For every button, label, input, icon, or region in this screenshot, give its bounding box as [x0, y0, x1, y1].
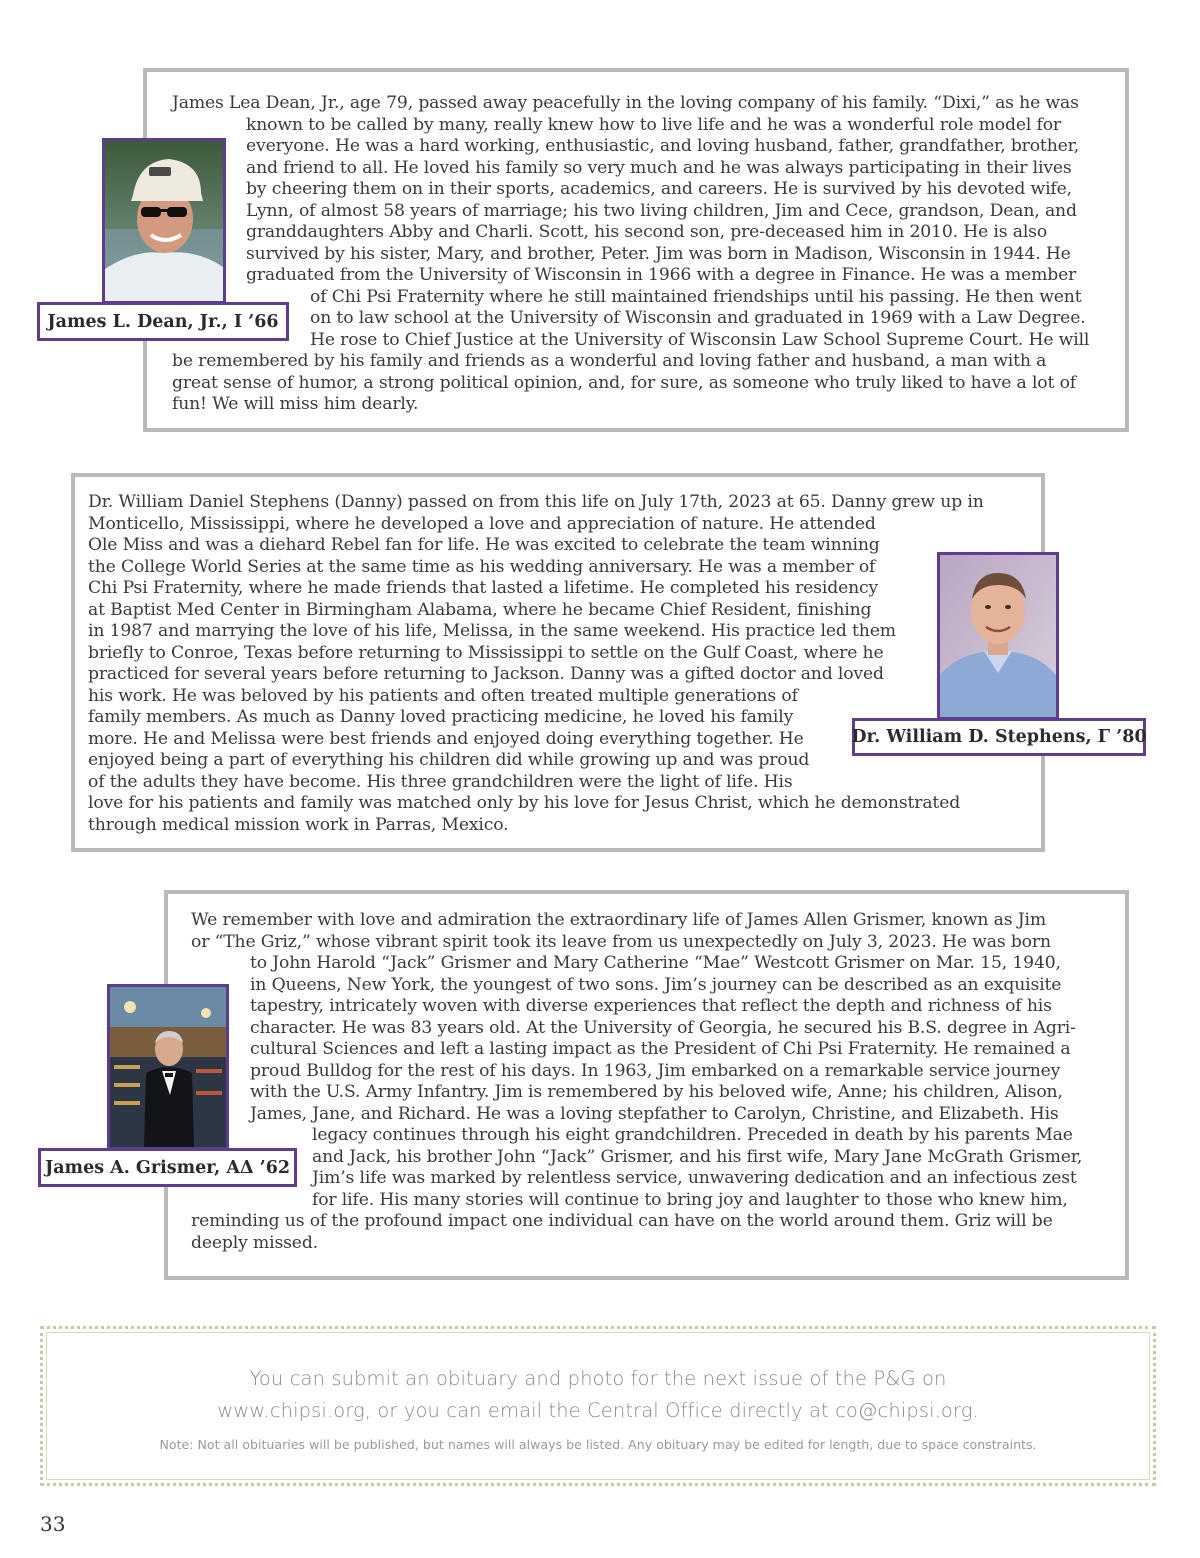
- obit-line: granddaughters Abby and Charli. Scott, his second son, pre-deceased him in 2010. He is also: [246, 222, 1048, 242]
- obit-line: legacy continues through his eight grandchildren. Preceded in death by his parents Mae: [312, 1125, 1073, 1145]
- portrait-man-white-cap-sunglasses-icon: [105, 141, 223, 301]
- obit-line: We remember with love and admiration the extraordinary life of James Allen Grismer, known as Jim: [191, 910, 1046, 930]
- obit-line: with the U.S. Army Infantry. Jim is remembered by his beloved wife, Anne; his children, Alison,: [250, 1082, 1063, 1102]
- name-label-text: Dr. William D. Stephens, Γ ’80: [851, 727, 1147, 747]
- obit-line: fun! We will miss him dearly.: [172, 394, 419, 414]
- name-label-text: James L. Dean, Jr., I ’66: [47, 311, 279, 332]
- notice-note: Note: Not all obituaries will be published, but names will always be listed. Any obituary may be edited for length, due to space constraints.: [159, 1437, 1037, 1452]
- obit-line: through medical mission work in Parras, Mexico.: [88, 814, 509, 835]
- obit-line: character. He was 83 years old. At the University of Georgia, he secured his B.S. degree in Agri-: [250, 1017, 1076, 1038]
- obit-line: love for his patients and family was matched only by his love for Jesus Christ, which he demonstrated: [88, 793, 961, 813]
- name-label-stephens: [852, 718, 1146, 756]
- obit-line: known to be called by many, really knew how to live life and he was a wonderful role model for: [246, 114, 1062, 135]
- portrait-photo-dean: [102, 138, 226, 304]
- obit-line: family members. As much as Danny loved practicing medicine, he loved his family: [88, 707, 794, 727]
- obit-line: Monticello, Mississippi, where he developed a love and appreciation of nature. He attended: [88, 513, 876, 534]
- obit-line: briefly to Conroe, Texas before returning to Mississippi to settle on the Gulf Coast, where he: [88, 642, 884, 663]
- obit-line: James, Jane, and Richard. He was a loving stepfather to Carolyn, Christine, and Elizabeth. His: [250, 1103, 1059, 1124]
- obit-line: or “The Griz,” whose vibrant spirit took its leave from us unexpectedly on July 3, 2023. He was born: [191, 931, 1051, 952]
- obit-line: and Jack, his brother John “Jack” Grismer, and his first wife, Mary Jane McGrath Grismer,: [312, 1146, 1083, 1167]
- portrait-man-tuxedo-cruise-ship-icon: [110, 987, 226, 1147]
- portrait-photo-stephens: [937, 552, 1059, 720]
- obit-line: in Queens, New York, the youngest of two sons. Jim’s journey can be described as an exquisite: [250, 974, 1062, 995]
- obit-line: graduated from the University of Wisconsin in 1966 with a degree in Finance. He was a member: [246, 265, 1077, 285]
- obit-line: of the adults they have become. His three grandchildren were the light of life. His: [88, 771, 793, 792]
- notice-line-2: www.chipsi.org, or you can email the Central Office directly at co@chipsi.org.: [217, 1399, 979, 1422]
- obit-line: cultural Sciences and left a lasting impact as the President of Chi Psi Fraternity. He remained a: [250, 1039, 1071, 1059]
- obit-line: be remembered by his family and friends as a wonderful and loving father and husband, a man with a: [172, 351, 1047, 371]
- obit-line: at Baptist Med Center in Birmingham Alabama, where he became Chief Resident, finishing: [88, 599, 872, 620]
- obit-line: more. He and Melissa were best friends and enjoyed doing everything together. He: [88, 728, 804, 749]
- obit-line: tapestry, intricately woven with diverse experiences that reflect the depth and richness of his: [250, 996, 1052, 1016]
- obit-line: to John Harold “Jack” Grismer and Mary Catherine “Mae” Westcott Grismer on Mar. 15, 1940,: [250, 953, 1061, 973]
- obit-line: great sense of humor, a strong political opinion, and, for sure, as someone who truly liked to have a lot of: [172, 372, 1076, 393]
- obit-line: Lynn, of almost 58 years of marriage; his two living children, Jim and Cece, grandson, Dean, and: [246, 200, 1077, 221]
- obit-line: Jim’s life was marked by relentless service, unwavering dedication and an infectious zest: [312, 1168, 1077, 1188]
- submission-notice: [40, 1326, 1156, 1486]
- obit-line: the College World Series at the same time as his wedding anniversary. He was a member of: [88, 556, 876, 577]
- obit-line: James Lea Dean, Jr., age 79, passed away peacefully in the loving company of his family. “Dixi,” as he was: [172, 93, 1079, 113]
- obit-line: He rose to Chief Justice at the University of Wisconsin Law School Supreme Court. He will: [310, 329, 1090, 350]
- obit-line: survived by his sister, Mary, and brother, Peter. Jim was born in Madison, Wisconsin in 1944. He: [246, 243, 1071, 264]
- obit-line: proud Bulldog for the rest of his days. In 1963, Jim embarked on a remarkable service journey: [250, 1060, 1061, 1081]
- obit-line: reminding us of the profound impact one individual can have on the world around them. Griz will be: [191, 1211, 1053, 1231]
- obit-line: Dr. William Daniel Stephens (Danny) passed on from this life on July 17th, 2023 at 65. Danny grew up in: [88, 492, 984, 512]
- obit-line: on to law school at the University of Wisconsin and graduated in 1969 with a Law Degree.: [310, 308, 1086, 328]
- name-label-grismer: [38, 1148, 297, 1187]
- name-label-text: James A. Grismer, ΑΔ ’62: [44, 1157, 291, 1178]
- obit-line: deeply missed.: [191, 1232, 318, 1253]
- obit-line: his work. He was beloved by his patients and often treated multiple generations of: [88, 685, 798, 706]
- obit-line: everyone. He was a hard working, enthusiastic, and loving husband, father, grandfather, brother,: [246, 136, 1080, 156]
- obit-line: practiced for several years before returning to Jackson. Danny was a gifted doctor and loved: [88, 664, 884, 684]
- portrait-man-blue-shirt-icon: [940, 555, 1056, 717]
- obit-line: enjoyed being a part of everything his children did while growing up and was proud: [88, 750, 810, 770]
- notice-line-1: You can submit an obituary and photo for the next issue of the P&G on: [249, 1367, 947, 1390]
- obit-line: of Chi Psi Fraternity where he still maintained friendships until his passing. He then went: [310, 286, 1082, 307]
- obit-line: and friend to all. He loved his family so very much and he was always participating in their lives: [246, 157, 1072, 178]
- obit-line: Ole Miss and was a diehard Rebel fan for life. He was excited to celebrate the team winning: [88, 535, 880, 555]
- obit-line: by cheering them on in their sports, academics, and careers. He is survived by his devoted wife,: [246, 179, 1072, 199]
- page-number: 33: [40, 1512, 66, 1536]
- obit-line: Chi Psi Fraternity, where he made friends that lasted a lifetime. He completed his residency: [88, 578, 879, 598]
- portrait-photo-grismer: [107, 984, 229, 1150]
- name-label-dean: [37, 302, 289, 341]
- obit-line: for life. His many stories will continue to bring joy and laughter to those who knew him,: [312, 1189, 1068, 1210]
- obit-line: in 1987 and marrying the love of his life, Melissa, in the same weekend. His practice led them: [88, 621, 896, 641]
